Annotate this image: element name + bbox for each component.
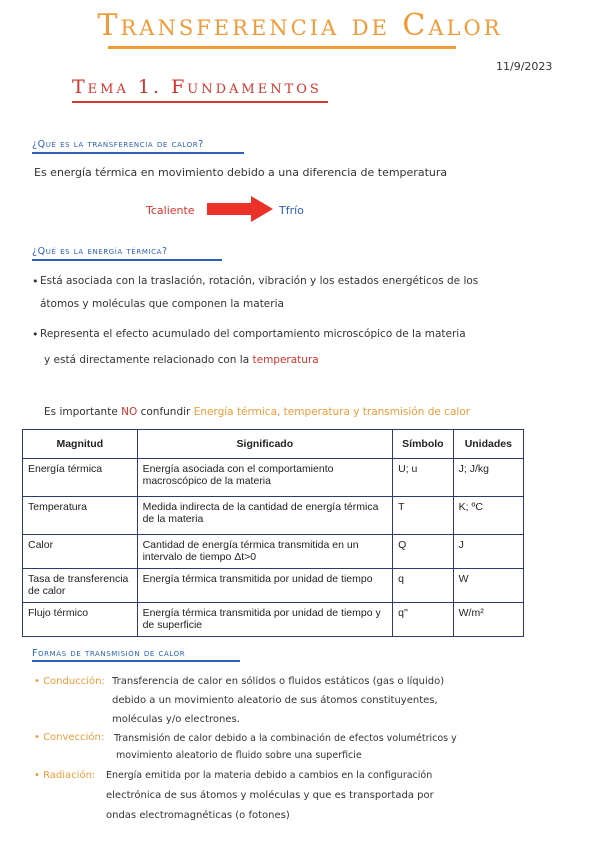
question-heat-transfer: ¿Qué es la transferencia de calor? [32, 139, 204, 150]
cell-significado: Medida indirecta de la cantidad de energía térmica de la materia [137, 497, 393, 535]
note-pre: Es importante [44, 406, 118, 418]
conduccion-line2: debido a un movimiento aleatorio de sus átomos constituyentes, [112, 695, 438, 706]
note-no: NO [121, 406, 138, 418]
table-header-row [23, 430, 524, 459]
formas-underline [32, 660, 240, 662]
bullet2-line2-text: y está directamente relacionado con la [44, 354, 250, 366]
note-terms: Energía térmica, temperatura y transmisión de calor [193, 406, 471, 418]
cell-simbolo: q'' [393, 603, 454, 637]
cell-simbolo: T [393, 497, 454, 535]
cell-simbolo: Q [393, 535, 454, 569]
cell-magnitud: Flujo térmico [23, 603, 138, 637]
cell-unidades: J; J/kg [453, 459, 523, 497]
cell-simbolo: U; u [393, 459, 454, 497]
important-note [44, 406, 470, 418]
t-cold-label: Tfrío [279, 204, 304, 217]
cell-magnitud: Temperatura [23, 497, 138, 535]
conduccion-label-text: Conducción: [43, 676, 105, 687]
bullet2-line2 [44, 354, 319, 366]
cell-unidades: K; ºC [453, 497, 523, 535]
header-magnitud: Magnitud [23, 430, 138, 459]
date: 11/9/2023 [496, 60, 553, 73]
header-simbolo: Símbolo [393, 430, 454, 459]
cell-unidades: J [453, 535, 523, 569]
conveccion-label-text: Convección: [43, 732, 105, 743]
temperature-highlight: temperatura [252, 354, 319, 366]
heat-transfer-definition: Es energía térmica en movimiento debido a una diferencia de temperatura [34, 166, 448, 179]
title-underline [108, 46, 456, 49]
cell-significado: Energía térmica transmitida por unidad de tiempo y de superficie [137, 603, 393, 637]
question-thermal-energy: ¿Qué es la energía térmica? [32, 246, 168, 257]
bullet1-line1: Está asociada con la traslación, rotación, vibración y los estados energéticos de los [40, 275, 479, 287]
magnitudes-table [22, 429, 524, 637]
table-row [23, 459, 524, 497]
table-row [23, 497, 524, 535]
question-underline [32, 259, 222, 261]
tema-underline [72, 101, 328, 103]
cell-unidades: W/m² [453, 603, 523, 637]
t-hot-label: Tcaliente [146, 204, 195, 217]
bullet-marker: • [32, 328, 39, 341]
conveccion-line1: Transmisión de calor debido a la combinación de efectos volumétricos y [114, 733, 457, 744]
note-mid: confundir [140, 406, 191, 418]
radiacion-line2: electrónica de sus átomos y moléculas y que es transportada por [106, 790, 434, 801]
cell-significado: Cantidad de energía térmica transmitida en un intervalo de tiempo Δt>0 [137, 535, 393, 569]
header-significado: Significado [137, 430, 393, 459]
header-unidades: Unidades [453, 430, 523, 459]
radiacion-label-text: Radiación: [43, 770, 96, 781]
question-underline [32, 152, 244, 154]
cell-magnitud: Calor [23, 535, 138, 569]
arrow-right-icon [207, 196, 273, 222]
radiacion-label: • Radiación: [34, 770, 96, 781]
cell-magnitud: Energía térmica [23, 459, 138, 497]
cell-significado: Energía térmica transmitida por unidad de tiempo [137, 569, 393, 603]
conduccion-line1: Transferencia de calor en sólidos o fluidos estáticos (gas o líquido) [112, 676, 445, 687]
conveccion-line2: movimiento aleatorio de fluido sobre una superficie [116, 750, 362, 761]
radiacion-line1: Energía emitida por la materia debido a cambios en la configuración [106, 770, 433, 781]
table-row [23, 569, 524, 603]
radiacion-line3: ondas electromagnéticas (o fotones) [106, 810, 290, 821]
page-title: Transferencia de Calor [97, 8, 503, 43]
formas-heading: Formas de transmisión de calor [32, 648, 186, 659]
bullet2-line1: Representa el efecto acumulado del comportamiento microscópico de la materia [40, 328, 466, 340]
cell-unidades: W [453, 569, 523, 603]
bullet-marker: • [32, 275, 39, 288]
tema-heading: Tema 1. Fundamentos [72, 76, 322, 98]
conveccion-label: • Convección: [34, 732, 105, 743]
conduccion-label: • Conducción: [34, 676, 105, 687]
cell-magnitud: Tasa de transferencia de calor [23, 569, 138, 603]
conduccion-line3: moléculas y/o electrones. [112, 714, 240, 725]
cell-significado: Energía asociada con el comportamiento macroscópico de la materia [137, 459, 393, 497]
table-row [23, 535, 524, 569]
table-row [23, 603, 524, 637]
cell-simbolo: q [393, 569, 454, 603]
bullet1-line2: átomos y moléculas que componen la materia [40, 298, 284, 310]
